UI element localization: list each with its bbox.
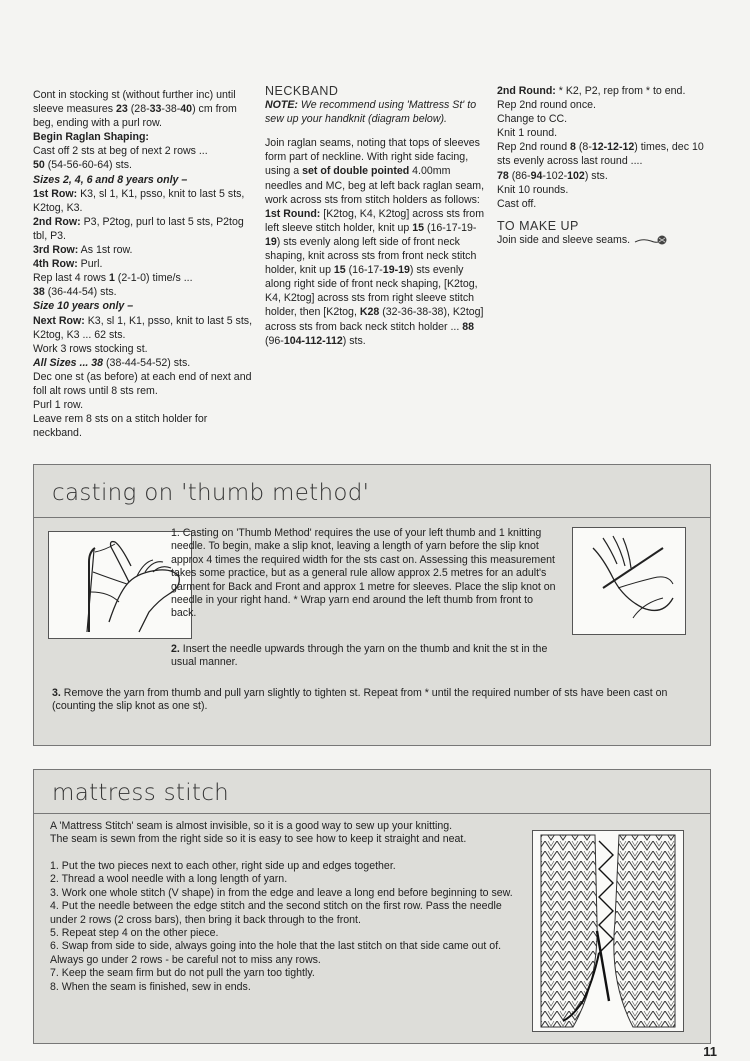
make-up-title: TO MAKE UP bbox=[497, 218, 579, 233]
next-row: Next Row: K3, sl 1, K1, psso, knit to last 5 sts, K2tog, K3 ... 62 sts. bbox=[33, 314, 253, 341]
work3-line: Work 3 rows stocking st. bbox=[33, 342, 148, 355]
dec-line: Dec one st (as before) at each end of next and foll alt rows until 8 sts rem. bbox=[33, 370, 252, 397]
step-7: 7. Keep the seam firm but do not pull the yarn too tightly. bbox=[50, 967, 315, 980]
casting-on-title: casting on 'thumb method' bbox=[52, 480, 370, 506]
neckband-title: NECKBAND bbox=[265, 84, 339, 98]
purl-line: Purl 1 row. bbox=[33, 399, 84, 412]
step-8: 8. When the seam is finished, sew in ends. bbox=[50, 980, 251, 993]
intro-line-1: A 'Mattress Stitch' seam is almost invisible, so it is a good way to sew up your knitting. bbox=[50, 820, 453, 832]
thumb-method-illustration-right bbox=[572, 527, 686, 635]
spacer bbox=[497, 211, 712, 219]
result-sts: 78 (86-94-102-102) sts. bbox=[497, 169, 608, 182]
neckband-section bbox=[265, 84, 485, 348]
raglan-heading: Begin Raglan Shaping: bbox=[33, 131, 149, 144]
mattress-stitch-panel bbox=[33, 769, 711, 1044]
row2: 2nd Row: P3, P2tog, purl to last 5 sts, P2tog tbl, P3. bbox=[33, 215, 244, 242]
make-up-text: Join side and sleeve seams. bbox=[497, 233, 712, 247]
page-number: 11 bbox=[703, 1044, 717, 1059]
step-2: 2. Thread a wool needle with a long length of yarn. bbox=[50, 873, 288, 886]
step-4: 4. Put the needle between the edge stitch and the second stitch on the first row. Pass the needle under 2 rows (2 cross bars), then bring it back through to the front. bbox=[50, 900, 502, 926]
hand-needle-icon bbox=[49, 532, 191, 638]
mattress-intro bbox=[50, 820, 530, 847]
size10-heading: Size 10 years only – bbox=[33, 300, 134, 313]
sizes-heading: Sizes 2, 4, 6 and 8 years only – bbox=[33, 173, 188, 186]
row4: 4th Row: Purl. bbox=[33, 258, 103, 271]
casting-step-1: 1. Casting on 'Thumb Method' requires the use of your left thumb and 1 knitting needle. To begin, make a slip knot, leaving a length of yarn before the slip knot approx 4 times the required width for the sts cast on. Assessing this measurement takes some practice, but as a general rule allow approx 2.5 metres for an adult's garment for Back and Front and approx 1 metre for sleeves. Place the slip knot on needle in your right hand. * Wrap yarn end around the left thumb from front to back. bbox=[171, 527, 556, 620]
spacer bbox=[265, 126, 485, 136]
repeat-line: Rep last 4 rows 1 (2-1-0) time/s ... 38 (36-44-54) sts. bbox=[33, 272, 193, 299]
casting-on-panel bbox=[33, 464, 711, 746]
leave-line: Leave rem 8 sts on a stitch holder for neckband. bbox=[33, 413, 208, 440]
row3: 3rd Row: As 1st row. bbox=[33, 244, 133, 257]
casting-step-3: 3. Remove the yarn from thumb and pull yarn slightly to tighten st. Repeat from * until the required number of sts have been cast on (counting the slip knot as one st). bbox=[52, 687, 668, 713]
neckband-continued bbox=[497, 84, 712, 247]
mattress-steps bbox=[50, 860, 530, 994]
cast-off: Cast off. bbox=[497, 197, 537, 210]
title-divider bbox=[34, 517, 710, 518]
step-6: 6. Swap from side to side, always going into the hole that the last stitch on that side came out of. Always go under 2 rows - be careful not to miss any rows. bbox=[50, 940, 502, 966]
title-divider bbox=[34, 813, 710, 814]
intro-line-2: The seam is sewn from the right side so it is easy to see how to keep it straight and neat. bbox=[50, 833, 467, 846]
step-5: 5. Repeat step 4 on the other piece. bbox=[50, 927, 219, 940]
second-round: 2nd Round: * K2, P2, rep from * to end. bbox=[497, 85, 686, 97]
knit-fabric-icon bbox=[533, 831, 683, 1031]
row1: 1st Row: K3, sl 1, K1, psso, knit to last 5 sts, K2tog, K3. bbox=[33, 187, 245, 214]
step-3: 3. Work one whole stitch (V shape) in from the edge and leave a long end before beginning to sew. bbox=[50, 886, 513, 899]
knit-one: Knit 1 round. bbox=[497, 127, 558, 140]
change-cc: Change to CC. bbox=[497, 113, 568, 126]
sleeve-instructions bbox=[33, 88, 253, 440]
neckband-note: NOTE: We recommend using 'Mattress St' to sew up your handknit (diagram below). bbox=[265, 99, 477, 126]
rep-times: Rep 2nd round 8 (8-12-12-12) times, dec 10 sts evenly across last round .... bbox=[497, 141, 704, 168]
yarn-ball-icon bbox=[633, 234, 667, 246]
join-paragraph: Join raglan seams, noting that tops of sleeves form part of neckline. With right side facing, using a set of double pointed 4.00mm needles and MC, beg at left back raglan seam, work across sts from stitch holders as follows: bbox=[265, 137, 485, 206]
intro-paragraph: Cont in stocking st (without further inc) until sleeve measures 23 (28-33-38-40) cm from beg, ending with a purl row. bbox=[33, 89, 237, 130]
knitting-hand-icon bbox=[573, 528, 685, 634]
all-sizes-line: All Sizes ... 38 (38-44-54-52) sts. bbox=[33, 356, 191, 369]
knit-ten: Knit 10 rounds. bbox=[497, 183, 569, 196]
casting-step-2: 2. Insert the needle upwards through the yarn on the thumb and knit the st in the usual manner. bbox=[171, 643, 548, 669]
cast-off-line: Cast off 2 sts at beg of next 2 rows ... 50 (54-56-60-64) sts. bbox=[33, 145, 208, 172]
rep-once: Rep 2nd round once. bbox=[497, 99, 596, 112]
mattress-stitch-illustration bbox=[532, 830, 684, 1032]
mattress-stitch-title: mattress stitch bbox=[52, 780, 230, 806]
step-1: 1. Put the two pieces next to each other, right side up and edges together. bbox=[50, 860, 396, 872]
first-round: 1st Round: [K2tog, K4, K2tog] across sts from left sleeve stitch holder, knit up 15 (16-17-19-19) sts evenly along left side of front neck shaping, knit across sts from front neck stitch holder, knit up 15 (16-17-19-19) sts evenly along right side of front neck shaping, [K2tog, K4, K2tog] across sts from right sleeve stitch holder, then [K2tog, K28 (32-36-38-38), K2tog] across sts from back neck stitch holder ... 88 (96-104-112-112) sts. bbox=[265, 207, 485, 347]
